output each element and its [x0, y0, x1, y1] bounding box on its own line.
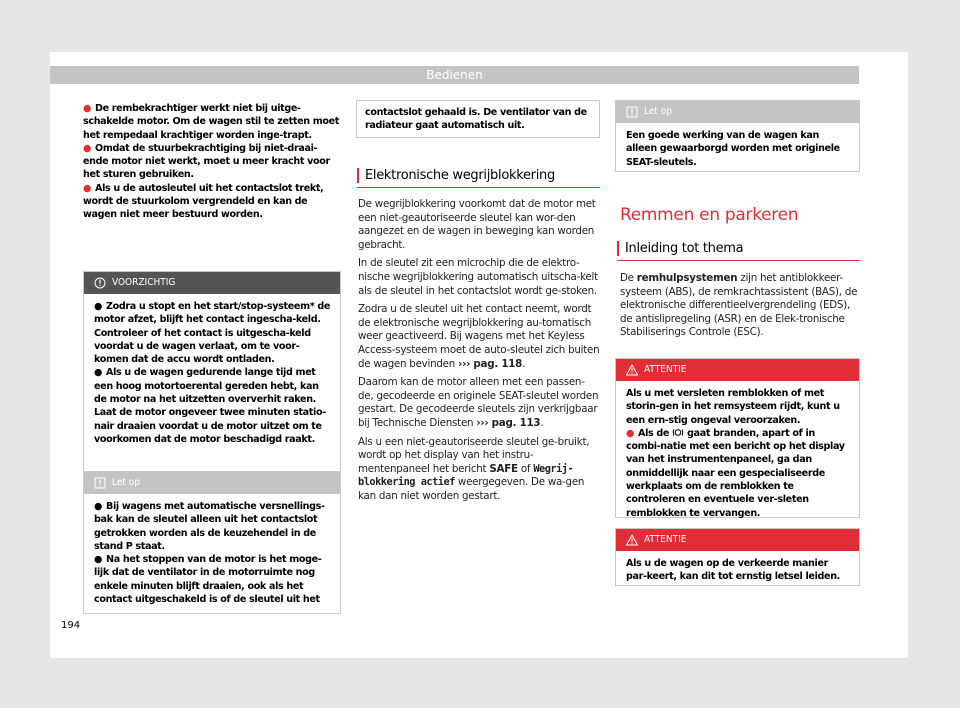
- list-item: ● Bij wagens met automatische versnellings-bak kan de sleutel alleen uit het contactslot getrokken worden als de keuzehendel in de stand P staat.: [94, 501, 325, 552]
- list-item: ● Als u de wagen gedurende lange tijd met een hoog motortoerental gereden hebt, kan de motor na het uitzetten oververhit raken. Laat de motor ongeveer twee minuten statio-nair draaien voordat u de motor uitzet om te voorkomen dat de motor beschadigd raakt.: [94, 367, 326, 445]
- list-item: ● Omdat de stuurbekrachtiging bij niet-draai-ende motor niet werkt, moet u meer kracht voor het sturen gebruiken.: [83, 142, 330, 181]
- continued-note-box: [356, 100, 600, 138]
- display-message: Wegrij-blokkering actief: [358, 462, 574, 489]
- warning-box-2: [615, 528, 860, 586]
- paragraph: Daarom kan de motor alleen met een passen-de, gecodeerde en originele SEAT-sleutel worden gestart. De gecodeerde sleutels zijn verkrijgbaar bij Technische Diensten ››› pag. 113.: [358, 376, 599, 429]
- warning-triangle-icon: [626, 534, 638, 546]
- paragraph: In de sleutel zit een microchip die de elektro-nische wegrijblokkering automatisch uitscha-kelt als de sleutel in het contactslot wordt ge-stoken.: [358, 257, 598, 297]
- page-header: Bedienen: [50, 66, 859, 84]
- list-item: ● Als u de autosleutel uit het contactslot trekt, wordt de stuurkolom vergrendeld en kan de wagen niet meer bestuurd worden.: [83, 182, 324, 221]
- paragraph: De remhulpsystemen zijn het antiblokkeer-systeem (ABS), de remkrachtassistent (BAS), de elektronische differentieelvergrendeling (EDS), de antislipregeling (ASR) en de Elek-tronische Stabiliserings Controle (ESC).: [620, 272, 858, 339]
- warning-box-title: ATTENTIE: [644, 534, 687, 545]
- section-title-immobilizer: Elektronische wegrijblokkering: [357, 168, 555, 183]
- note-box: [83, 471, 341, 614]
- paragraph: Als u een niet-geautoriseerde sleutel ge-bruikt, wordt op het display van het instru-mentenpaneel het bericht SAFE of Wegrij-blokkering actief weergegeven. De wa-gen kan dan niet worden gestart.: [358, 435, 590, 502]
- list-item: ● Zodra u stopt en het start/stop-systeem* de motor afzet, blijft het contact ingescha-keld. Controleer of het contact is uitgescha-keld voordat u de wagen verlaat, om te voor-komen dat de accu wordt ontladen.: [94, 301, 331, 366]
- list-item: ● Na het stoppen van de motor is het moge-lijk dat de ventilator in de motorruimte nog enkele minuten blijft draaien, ook als het contact uitgeschakeld is of de sleutel uit het: [94, 554, 322, 606]
- section-underline: [617, 260, 860, 261]
- caution-box-title: VOORZICHTIG: [112, 277, 176, 288]
- section-title-intro: Inleiding tot thema: [617, 241, 743, 256]
- note-icon: [94, 477, 106, 489]
- section-underline: [357, 187, 600, 188]
- info-icon: [94, 277, 106, 289]
- list-item: ● De rembekrachtiger werkt niet bij uitge-schakelde motor. Om de wagen stil te zetten moet het rempedaal krachtiger worden inge-trapt.: [83, 103, 339, 141]
- warning-text: Als u met versleten remblokken of met storin-gen in het remsysteem rijdt, kunt u een ern-stig ongeval veroorzaken.: [626, 388, 840, 426]
- warning-box-1: [615, 358, 860, 518]
- note-box-header: [84, 472, 340, 494]
- note-icon: [626, 106, 638, 118]
- page-number: 194: [61, 620, 81, 631]
- paragraph: Zodra u de sleutel uit het contact neemt, wordt de elektronische wegrijblokkering au-tomatisch weer geactiveerd. Bij wagens met het Keyless Access-systeem moet de auto-sleutel zich buiten de wagen bevinden ››› pag. 118.: [358, 303, 600, 370]
- paragraph: De wegrijblokkering voorkomt dat de motor met een niet-geautoriseerde sleutel kan wor-den aangezet en de wagen in beweging kan worden gebracht.: [358, 198, 596, 251]
- note-box-header: [616, 101, 859, 123]
- note-box-title: Let op: [112, 477, 140, 488]
- continued-text: contactslot gehaald is. De ventilator van de radiateur gaat automatisch uit.: [365, 107, 587, 132]
- page-link-113[interactable]: ››› pag. 113: [476, 416, 541, 429]
- page-link-118[interactable]: ››› pag. 118: [458, 357, 523, 370]
- note-box-title: Let op: [644, 106, 672, 117]
- intro-bullet-box: [83, 100, 341, 258]
- warning-box-header: [616, 359, 859, 381]
- warning-text: Als u de wagen op de verkeerde manier par-keert, kan dit tot ernstig letsel leiden.: [626, 558, 840, 583]
- brakes-intro-text: [620, 272, 860, 345]
- note-box-right: [615, 100, 860, 172]
- warning-triangle-icon: [626, 364, 638, 376]
- immobilizer-text: [358, 198, 600, 508]
- chapter-title: Remmen en parkeren: [620, 205, 799, 225]
- note-text: Een goede werking van de wagen kan alleen gewaarborgd worden met originele SEAT-sleutels.: [626, 130, 840, 168]
- warning-box-title: ATTENTIE: [644, 364, 687, 375]
- brake-warning-icon: [672, 428, 684, 437]
- caution-box-header: [84, 272, 340, 294]
- list-item: ● Als de gaat branden, apart of in combi-natie met een bericht op het display van het instrumentenpaneel, ga dan onmiddellijk naar een gespecialiseerde werkplaats om de remblokken te controleren en eventuele ver-sleten remblokken te vervangen.: [626, 427, 845, 519]
- warning-box-header: [616, 529, 859, 551]
